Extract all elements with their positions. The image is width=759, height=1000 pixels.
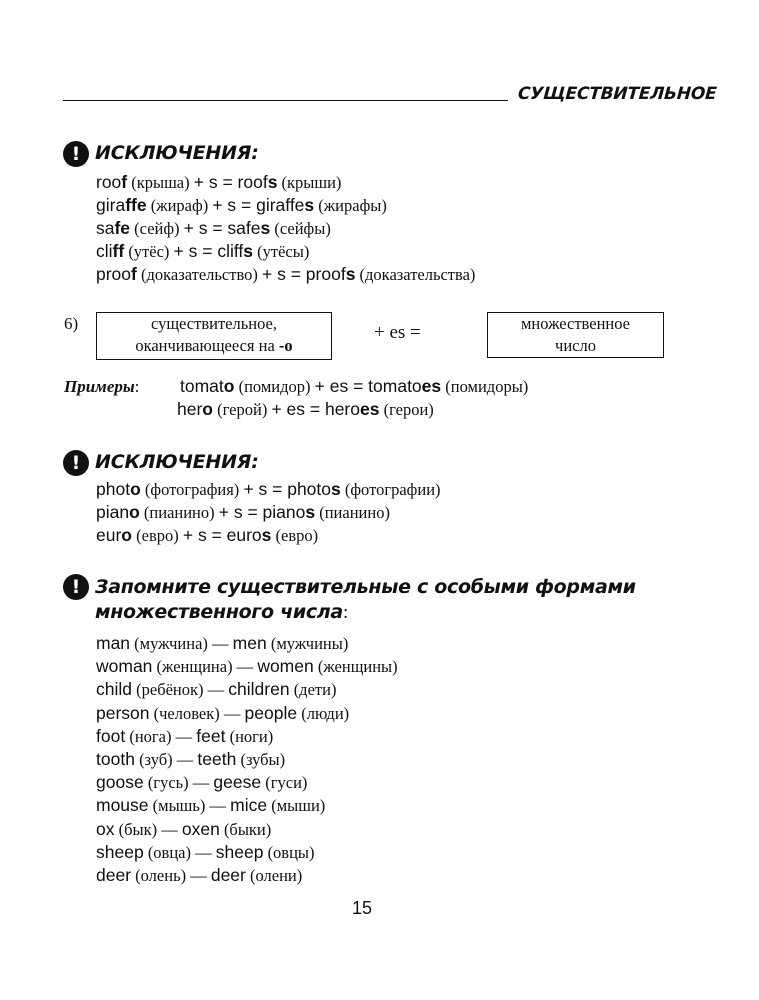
word: roo <box>96 172 122 192</box>
word: person <box>96 702 150 723</box>
translation: (бык) — <box>114 819 182 839</box>
noun-box-ending: -o <box>278 336 293 355</box>
word: goose <box>96 772 144 793</box>
word: + s = euro <box>182 525 262 545</box>
irregular-plural-item <box>96 656 398 677</box>
word: + s = piano <box>218 502 306 522</box>
translation: (фотографии) <box>340 480 441 499</box>
irregular-plural-item <box>96 679 336 700</box>
noun-ending-o-box <box>96 312 332 360</box>
translation: (овцы) <box>263 842 315 862</box>
translation: (женщины) <box>313 657 398 677</box>
exception-item <box>96 264 475 285</box>
translation: (дети) <box>289 680 337 700</box>
irregular-plural-item <box>96 726 273 747</box>
word: sa <box>96 218 115 238</box>
page-number: 15 <box>352 898 373 918</box>
ending-bold: o <box>223 376 235 396</box>
examples-label-colon: : <box>134 377 140 396</box>
ending-bold: s <box>243 241 253 261</box>
word: her <box>177 399 203 419</box>
plural-box <box>487 312 664 358</box>
irregular-heading-colon: : <box>342 602 348 623</box>
word: foot <box>96 725 126 746</box>
word: teeth <box>197 749 237 769</box>
word: + es = tomato <box>314 376 422 396</box>
translation: (сейфы) <box>270 219 331 238</box>
word: men <box>232 633 267 653</box>
word: people <box>244 702 298 723</box>
irregular-plural-item <box>96 795 325 816</box>
word: proo <box>96 264 132 284</box>
exceptions-heading-2: ИСКЛЮЧЕНИЯ: <box>95 451 259 473</box>
translation: (ребёнок) — <box>132 680 229 700</box>
irregular-heading-line2-text: множественного числа <box>95 601 343 623</box>
word: pian <box>96 502 130 522</box>
word: tooth <box>96 749 135 769</box>
ending-bold: s <box>261 525 272 545</box>
translation: (помидоры) <box>441 377 529 396</box>
translation: (жирафы) <box>314 196 387 215</box>
irregular-plural-item <box>96 819 271 840</box>
translation: (утёс) <box>124 242 174 261</box>
word: + s = giraffe <box>212 195 305 215</box>
word: + s = cliff <box>173 241 244 261</box>
translation: (человек) — <box>149 703 245 723</box>
translation: (ноги) <box>225 726 274 746</box>
exception-item <box>96 195 387 216</box>
translation: (фотография) <box>140 480 244 499</box>
header-title: СУЩЕСТВИТЕЛЬНОЕ <box>517 84 718 104</box>
translation: (зуб) — <box>134 750 198 769</box>
plural-box-line2: число <box>555 336 596 355</box>
ending-bold: o <box>121 525 132 545</box>
exclamation-icon: ! <box>63 450 89 476</box>
rule-number: 6) <box>64 314 79 333</box>
exclamation-icon: ! <box>63 574 89 600</box>
ending-bold: f <box>131 264 137 284</box>
word: man <box>96 633 131 653</box>
word: mice <box>230 795 268 816</box>
irregular-heading-line2 <box>95 601 348 624</box>
word: + s = proof <box>262 264 346 284</box>
word: mouse <box>96 795 149 816</box>
translation: (пианино) <box>315 503 390 522</box>
word: woman <box>96 656 153 677</box>
ending-bold: s <box>304 195 315 215</box>
ending-bold: es <box>360 399 380 419</box>
word: ox <box>96 818 115 839</box>
word: gira <box>96 195 126 215</box>
exclamation-icon: ! <box>63 141 89 167</box>
translation: (гусь) — <box>143 773 214 793</box>
translation: (быки) <box>219 819 272 839</box>
ending-bold: o <box>129 502 140 522</box>
ending-bold: s <box>260 218 271 238</box>
plus-es-operator: + es = <box>374 322 421 343</box>
ending-bold: ff <box>112 241 125 261</box>
exception-item <box>96 502 390 523</box>
word: + s = roof <box>193 172 268 192</box>
translation: (жираф) <box>146 196 213 215</box>
ending-bold: s <box>331 479 341 499</box>
translation: (овца) — <box>143 842 216 862</box>
irregular-plural-item <box>96 772 307 793</box>
ending-bold: s <box>305 502 316 522</box>
word: deer <box>210 865 246 885</box>
plural-box-line1: множественное <box>520 314 630 333</box>
translation: (зубы) <box>236 750 286 769</box>
translation: (олень) — <box>131 866 211 885</box>
irregular-plural-item <box>96 842 315 863</box>
translation: (мужчины) <box>266 634 349 653</box>
translation: (герои) <box>379 400 434 419</box>
word: + s = photo <box>243 479 332 499</box>
translation: (женщина) — <box>152 657 258 677</box>
translation: (помидор) <box>234 377 315 396</box>
translation: (утёсы) <box>253 242 310 261</box>
translation: (евро) <box>271 526 319 545</box>
word: + s = safe <box>183 218 261 238</box>
examples-label <box>64 377 139 397</box>
word: deer <box>96 865 132 885</box>
example-item <box>180 376 528 397</box>
translation: (евро) <box>132 526 183 545</box>
noun-box-line1: существительное, <box>151 314 277 333</box>
exception-item <box>96 172 341 193</box>
translation: (сейф) <box>130 219 184 238</box>
noun-box-line2-text: оканчивающееся на <box>135 336 279 355</box>
word: sheep <box>215 841 264 862</box>
word: eur <box>96 525 122 545</box>
ending-bold: o <box>202 399 213 419</box>
translation: (крыши) <box>277 173 342 192</box>
ending-bold: ffe <box>125 195 147 215</box>
ending-bold: fe <box>114 218 131 238</box>
ending-bold: f <box>121 172 128 192</box>
translation: (люди) <box>297 703 350 723</box>
translation: (нога) — <box>125 726 197 746</box>
irregular-plural-item <box>96 749 285 770</box>
examples-label-text: Примеры <box>64 377 135 396</box>
irregular-plural-item <box>96 703 349 724</box>
translation: (мыши) <box>267 796 326 816</box>
word: geese <box>213 772 262 793</box>
word: cli <box>96 241 113 261</box>
ending-bold: o <box>130 479 141 499</box>
exception-item <box>96 241 309 262</box>
example-item <box>177 399 434 420</box>
translation: (мужчина) — <box>130 634 233 653</box>
word: tomat <box>180 376 224 396</box>
word: phot <box>96 479 131 499</box>
translation: (доказательство) <box>136 265 263 284</box>
translation: (олени) <box>245 866 303 885</box>
ending-bold: s <box>345 264 356 284</box>
exception-item <box>96 525 318 546</box>
noun-box-line2 <box>97 335 331 357</box>
word: oxen <box>181 818 220 839</box>
word: children <box>228 679 290 700</box>
irregular-plural-item <box>96 865 302 886</box>
exceptions-heading: ИСКЛЮЧЕНИЯ: <box>95 142 259 164</box>
exception-item <box>96 218 331 239</box>
word: + es = hero <box>271 399 360 419</box>
translation: (доказательства) <box>355 265 476 284</box>
translation: (мышь) — <box>148 796 231 816</box>
ending-bold: es <box>421 376 442 396</box>
exception-item <box>96 479 441 500</box>
ending-bold: s <box>267 172 278 192</box>
word: child <box>96 679 132 700</box>
translation: (герой) <box>213 400 272 419</box>
irregular-plural-item <box>96 633 348 654</box>
translation: (крыша) <box>127 173 194 192</box>
irregular-heading-line1: Запомните существительные с особыми формами <box>95 576 636 598</box>
word: women <box>257 656 314 677</box>
word: feet <box>196 725 226 746</box>
translation: (гуси) <box>261 773 308 793</box>
translation: (пианино) <box>139 503 219 522</box>
word: sheep <box>96 841 144 862</box>
header-rule <box>63 100 508 101</box>
